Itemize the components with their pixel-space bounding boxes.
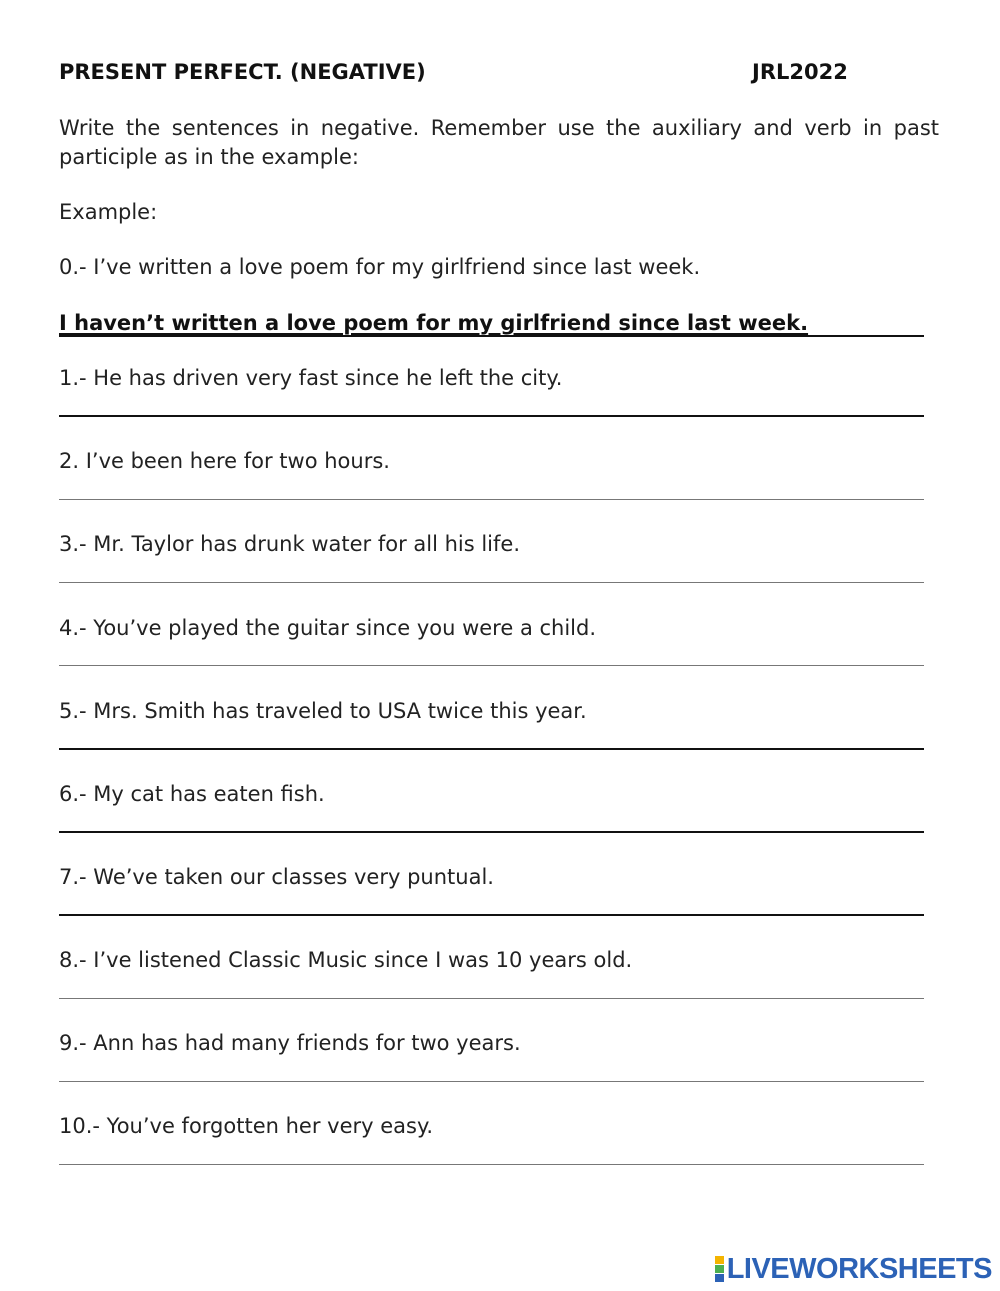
exercise-4 xyxy=(59,614,924,642)
worksheet-code: JRL2022 xyxy=(752,60,848,84)
liveworksheets-wordmark: LIVEWORKSHEETS xyxy=(726,1252,992,1285)
example-answer: I haven’t written a love poem for my girlfriend since last week. xyxy=(59,309,924,337)
exercise-question: 9.- Ann has had many friends for two years. xyxy=(59,1031,521,1055)
exercise-question: 4.- You’ve played the guitar since you were a child. xyxy=(59,616,597,640)
exercise-10 xyxy=(59,1112,924,1140)
answer-line-3[interactable] xyxy=(59,582,924,583)
example-label: Example: xyxy=(59,200,158,224)
exercise-5 xyxy=(59,697,924,725)
exercise-2 xyxy=(59,447,924,475)
exercise-3 xyxy=(59,530,924,558)
page-header xyxy=(59,60,869,88)
exercise-7 xyxy=(59,863,924,891)
example-question: 0.- I’ve written a love poem for my girlfriend since last week. xyxy=(59,255,701,279)
answer-line-6[interactable] xyxy=(59,831,924,833)
exercise-1 xyxy=(59,364,924,392)
exercise-6 xyxy=(59,780,924,808)
exercise-question: 3.- Mr. Taylor has drunk water for all his life. xyxy=(59,532,521,556)
exercise-question: 10.- You’ve forgotten her very easy. xyxy=(59,1114,434,1138)
liveworksheets-watermark xyxy=(715,1254,992,1284)
answer-line-9[interactable] xyxy=(59,1081,924,1082)
exercise-question: 1.- He has driven very fast since he left the city. xyxy=(59,366,563,390)
exercise-question: 8.- I’ve listened Classic Music since I was 10 years old. xyxy=(59,948,633,972)
exercise-question: 2. I’ve been here for two hours. xyxy=(59,449,390,473)
liveworksheets-logo-icon xyxy=(715,1256,724,1282)
answer-line-4[interactable] xyxy=(59,665,924,666)
answer-line-10[interactable] xyxy=(59,1164,924,1165)
instructions-text: Write the sentences in negative. Remember use the auxiliary and verb in past participle as in the example: xyxy=(59,116,939,169)
exercise-question: 7.- We’ve taken our classes very puntual. xyxy=(59,865,494,889)
answer-line-2[interactable] xyxy=(59,499,924,500)
exercise-question: 5.- Mrs. Smith has traveled to USA twice this year. xyxy=(59,699,587,723)
answer-line-5[interactable] xyxy=(59,748,924,750)
page-title: PRESENT PERFECT. (NEGATIVE) xyxy=(59,60,426,84)
answer-line-8[interactable] xyxy=(59,998,924,999)
exercise-9 xyxy=(59,1029,924,1057)
answer-line-1[interactable] xyxy=(59,415,924,417)
answer-line-7[interactable] xyxy=(59,914,924,916)
exercise-8 xyxy=(59,946,924,974)
exercise-question: 6.- My cat has eaten fish. xyxy=(59,782,325,806)
